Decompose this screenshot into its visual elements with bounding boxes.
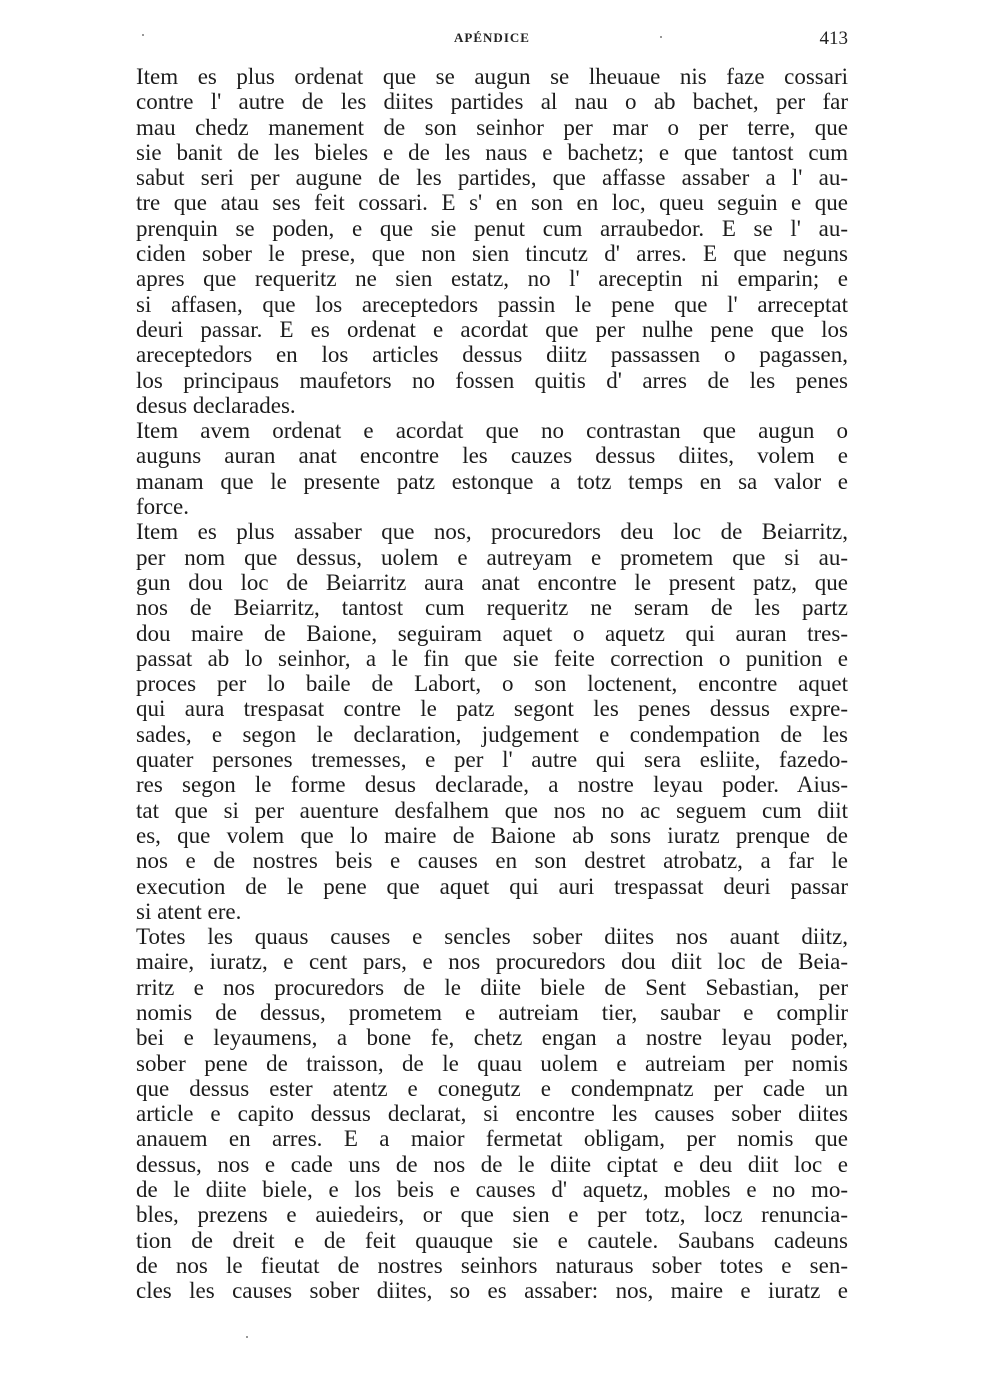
print-speck <box>246 1336 248 1338</box>
paragraph <box>136 64 848 418</box>
text-line: apres que requeritz ne sien estatz, no l' areceptin ni emparin; e <box>136 266 848 292</box>
text-line: deuri passar. E es ordenat e acordat que per nulhe pene que los <box>136 316 848 342</box>
text-line: Item es plus assaber que nos, procuredors deu loc de Beiarritz, <box>136 519 848 545</box>
text-line: ciden sober le prese, que non sien tincutz d' arres. E que neguns <box>136 241 848 267</box>
text-line: nos de Beiarritz, tantost cum requeritz ne seram de les partz <box>136 595 848 621</box>
text-line: tre que atau ses feit cossari. E s' en son en loc, queu seguin e que <box>136 190 848 216</box>
text-line: gun dou loc de Beiarritz aura anat encontre le present patz, que <box>136 569 848 595</box>
text-line: dessus, nos e cade uns de nos de le diite ciptat e deu diit loc e <box>136 1151 848 1177</box>
text-line: Totes les quaus causes e sencles sober diites nos auant diitz, <box>136 924 848 950</box>
text-line: sabut seri per augune de les partides, que affasse assaber a l' au- <box>136 165 848 191</box>
text-line: passat ab lo seinhor, a le fin que sie feite correction o punition e <box>136 645 848 671</box>
text-line: anauem en arres. E a maior fermetat obligam, per nomis que <box>136 1126 848 1152</box>
text-line: rritz e nos procuredors de le diite biele de Sent Sebastian, per <box>136 974 848 1000</box>
text-line: si atent ere. <box>136 898 242 924</box>
text-line: Item avem ordenat e acordat que no contrastan que augun o <box>136 418 848 444</box>
text-line: bles, prezens e auiedeirs, or que sien e per totz, locz renuncia- <box>136 1202 848 1228</box>
text-line: los principaus maufetors no fossen quitis d' arres de les penes <box>136 367 848 393</box>
text-line: manam que le presente patz estonque a totz temps en sa valor e <box>136 468 848 494</box>
text-line: sades, e segon le declaration, judgement e condempation de les <box>136 721 848 747</box>
text-line: nos e de nostres beis e causes en son destret atrobatz, a far le <box>136 848 848 874</box>
print-speck <box>142 34 144 36</box>
running-head <box>136 28 848 52</box>
text-line: de le diite biele, e los beis e causes d' aquetz, mobles e no mo- <box>136 1177 848 1203</box>
text-line: si affasen, que los areceptedors passin le pene que l' arreceptat <box>136 291 848 317</box>
text-line: per nom que dessus, uolem e autreyam e prometem que si au- <box>136 544 848 570</box>
body-text <box>136 64 848 1304</box>
text-line: sie banit de les bieles e de les naus e bachetz; e que tantost cum <box>136 139 848 165</box>
text-line: desus declarades. <box>136 392 296 418</box>
text-line: maire, iuratz, e cent pars, e nos procuredors dou diit loc de Beia- <box>136 949 848 975</box>
text-line: contre l' autre de les diites partides al nau o ab bachet, per far <box>136 89 848 115</box>
text-line: es, que volem que lo maire de Baione ab sons iuratz prenque de <box>136 822 848 848</box>
text-line: proces per lo baile de Labort, o son loctenent, encontre aquet <box>136 671 848 697</box>
text-line: mau chedz manement de son seinhor per mar o per terre, que <box>136 114 848 140</box>
text-line: de nos le fieutat de nostres seinhors naturaus sober totes e sen- <box>136 1252 848 1278</box>
text-line: nomis de dessus, prometem e autreiam tier, saubar e complir <box>136 999 848 1025</box>
text-line: dou maire de Baione, seguiram aquet o aquetz qui auran tres- <box>136 620 848 646</box>
text-line: quater persones tremesses, e per l' autre qui sera esliite, fazedo- <box>136 747 848 773</box>
page-number: 413 <box>819 28 848 49</box>
text-line: execution de le pene que aquet qui auri trespassat deuri passar <box>136 873 848 899</box>
running-title: APÉNDICE <box>454 30 530 45</box>
text-line: auguns auran anat encontre les cauzes dessus diites, volem e <box>136 443 848 469</box>
paragraph <box>136 418 848 519</box>
paragraph <box>136 924 848 1303</box>
text-line: Item es plus ordenat que se augun se lheuaue nis faze cossari <box>136 64 848 89</box>
text-line: cles les causes sober diites, so es assaber: nos, maire e iuratz e <box>136 1278 848 1304</box>
paragraph <box>136 519 848 924</box>
text-line: article e capito dessus declarat, si encontre les causes sober diites <box>136 1101 848 1127</box>
text-line: tion de dreit e de feit quauque sie e cautele. Saubans cadeuns <box>136 1227 848 1253</box>
text-line: areceptedors en los articles dessus diitz passassen o pagassen, <box>136 342 848 368</box>
text-line: que dessus ester atentz e conegutz e condempnatz per cade un <box>136 1075 848 1101</box>
text-line: prenquin se poden, e que sie penut cum arraubedor. E se l' au- <box>136 215 848 241</box>
text-line: bei e leyaumens, a bone fe, chetz engan a nostre leyau poder, <box>136 1025 848 1051</box>
text-line: qui aura trespasat contre le patz segont les penes dessus expre- <box>136 696 848 722</box>
text-line: sober pene de traisson, de le quau uolem e autreiam per nomis <box>136 1050 848 1076</box>
text-line: tat que si per auenture desfalhem que nos no ac seguem cum diit <box>136 797 848 823</box>
print-speck <box>660 36 662 38</box>
text-line: res segon le forme desus declarade, a nostre leyau poder. Aius- <box>136 772 848 798</box>
text-line: force. <box>136 494 189 520</box>
